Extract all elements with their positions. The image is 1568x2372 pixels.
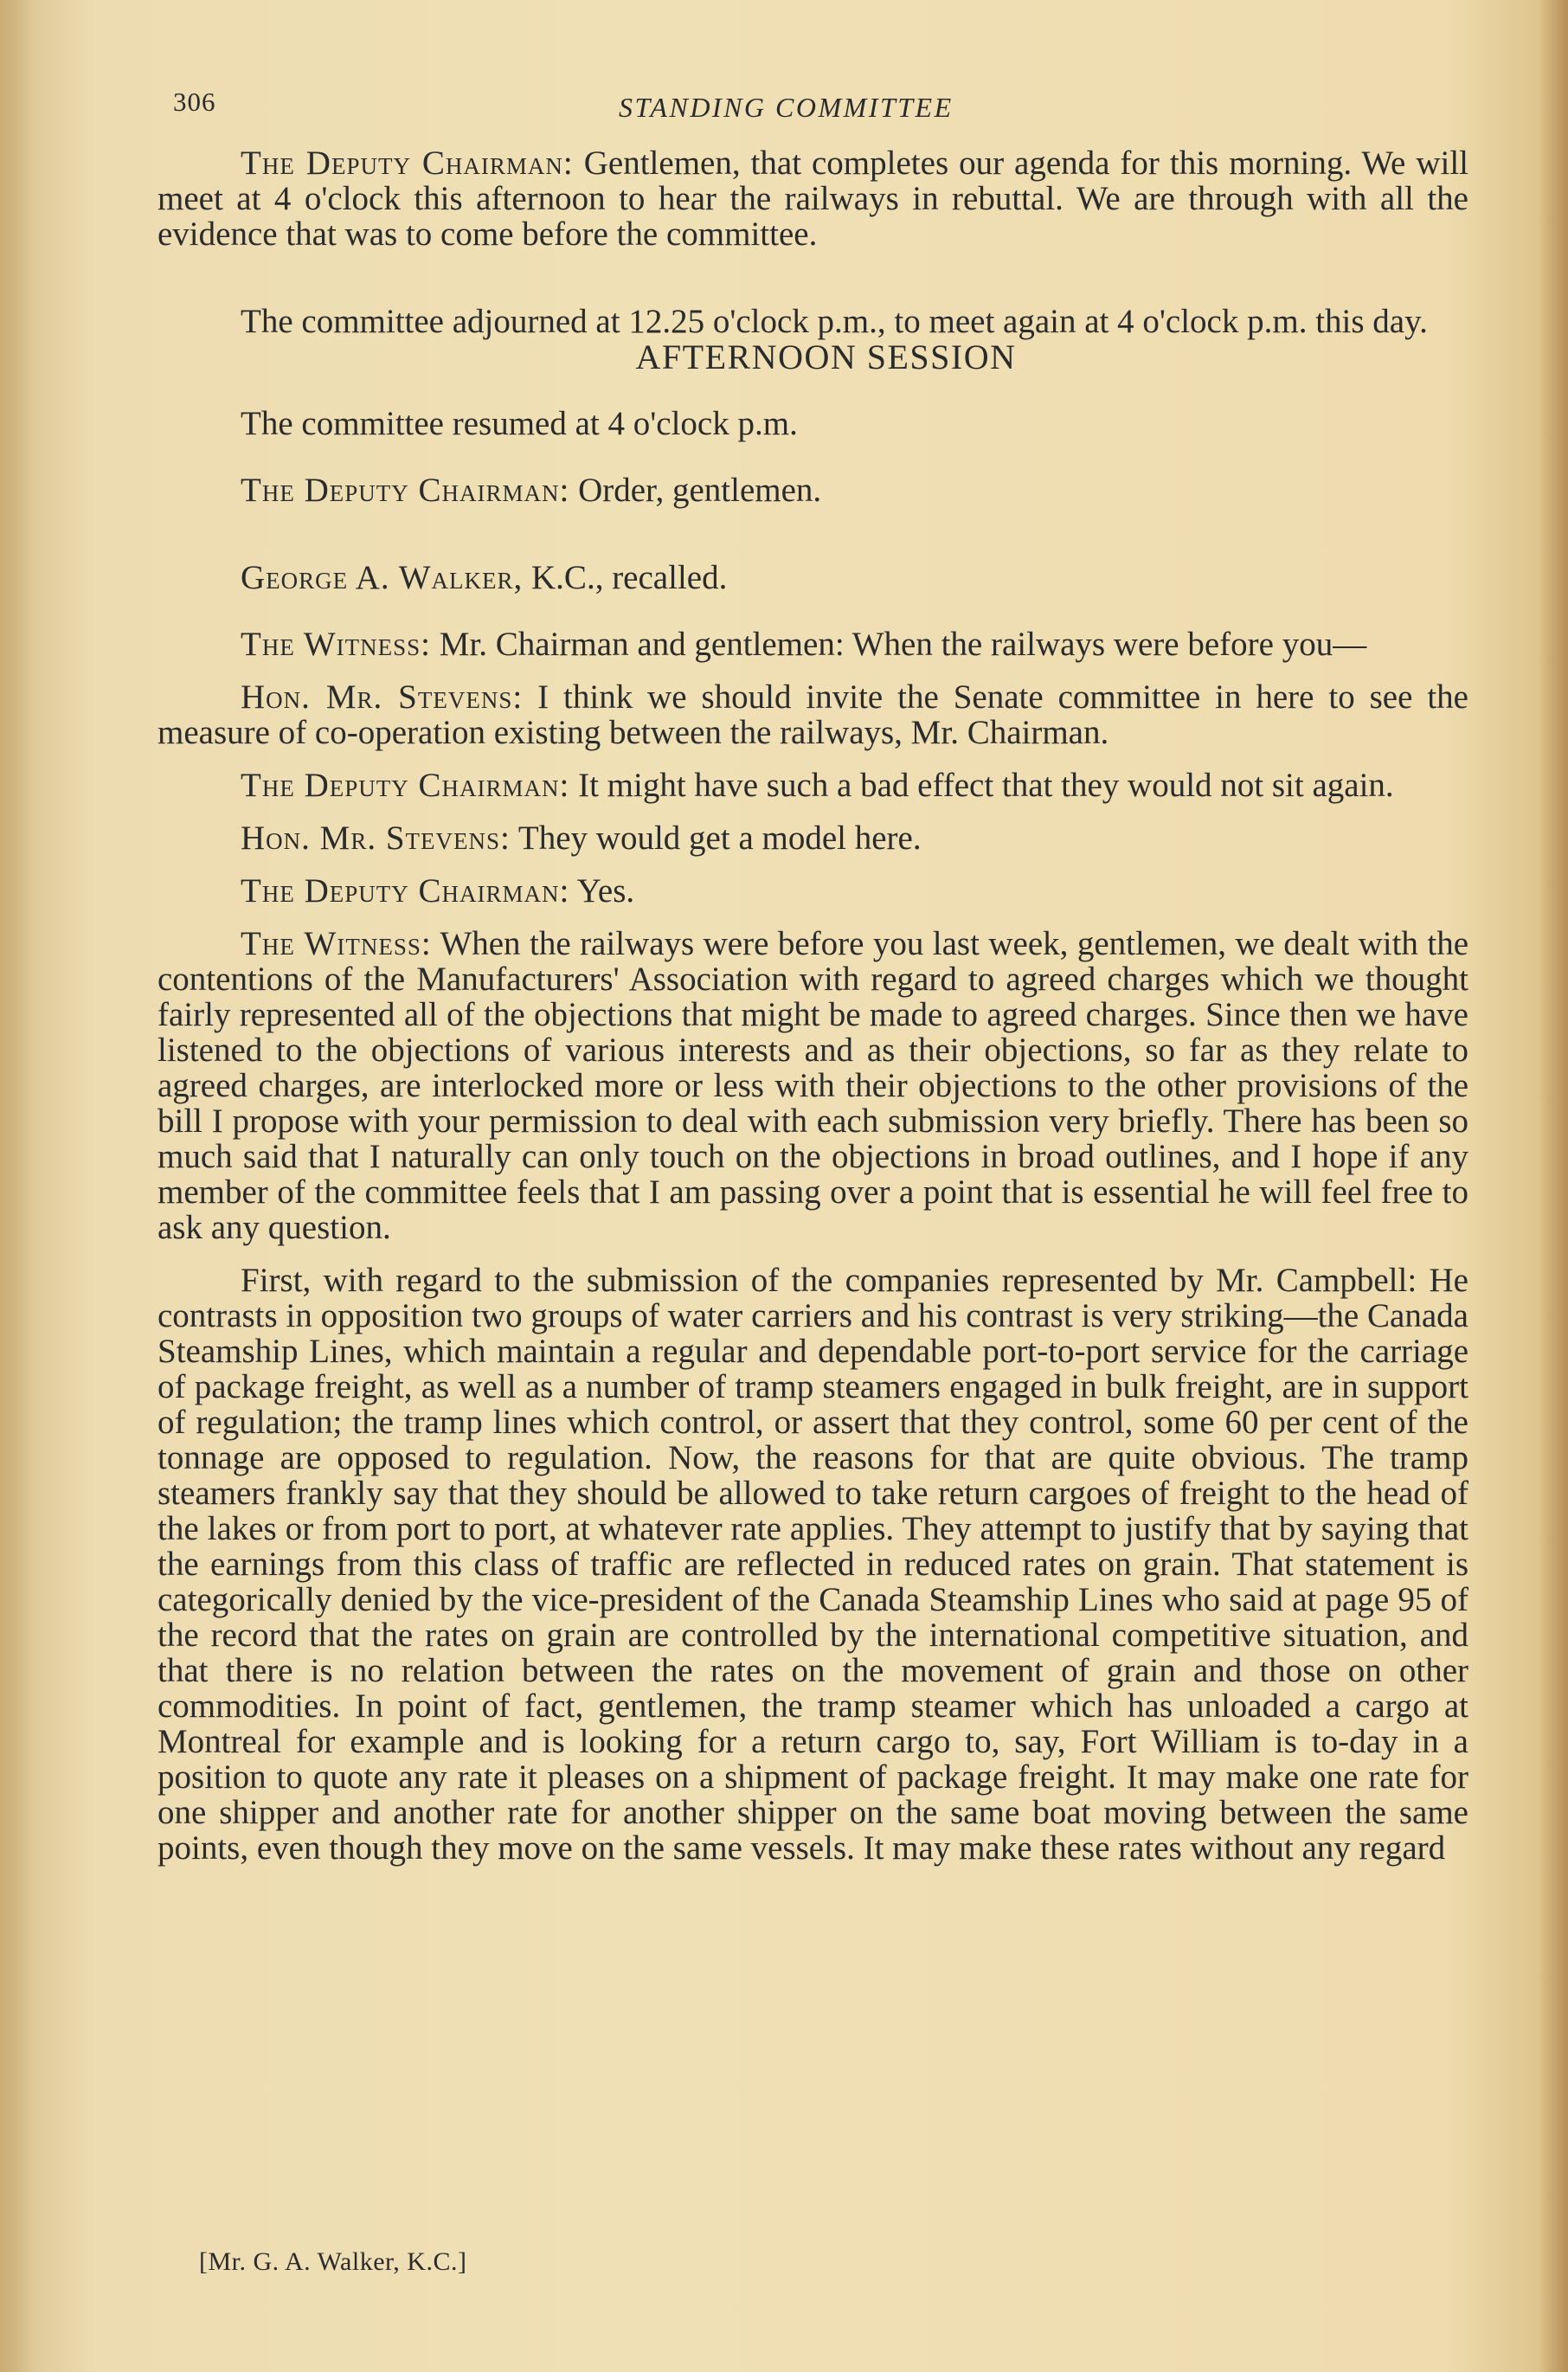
speaker-name: The Deputy Chairman: <box>241 767 570 804</box>
page-body <box>157 145 1468 1866</box>
paragraph <box>157 627 1468 662</box>
paragraph <box>157 472 1468 508</box>
speaker-name: The Deputy Chairman: <box>241 472 570 509</box>
paragraph <box>157 768 1468 803</box>
speaker-name: The Witness: <box>241 626 432 663</box>
paragraph <box>157 873 1468 909</box>
paragraph <box>157 145 1468 252</box>
paragraph-text: Gentlemen, that completes our agenda for this morning. We will meet at 4 o'clock this afternoon to hear the railways in rebuttal. We are through with all the evidence that was to come before the committee. <box>157 145 1468 253</box>
paragraph <box>157 1263 1468 1866</box>
paragraph <box>157 820 1468 856</box>
speaker-name: Hon. Mr. Stevens: <box>241 820 511 857</box>
paragraph <box>157 926 1468 1245</box>
paragraph-text: First, with regard to the submission of the companies represented by Mr. Campbell: He contrasts in opposition two groups of water carriers and his contrast is very striking—the Canada Steamship Lines, which maintain a regular and dependable port-to-port service for the carriage of package freight, as well as a number of tramp steamers engaged in bulk freight, are in support of regulation; the tramp lines which control, or assert that they control, some 60 per cent of the tonnage are opposed to regulation. Now, the reasons for that are quite obvious. The tramp steamers frankly say that they should be allowed to take return cargoes of freight to the head of the lakes or from port to port, at whatever rate applies. They attempt to justify that by saying that the earnings from this class of traffic are reflected in reduced rates on grain. That statement is categorically denied by the vice-president of the Canada Steamship Lines who said at page 95 of the record that the rates on grain are controlled by the international competitive situation, and that there is no relation between the rates on the movement of grain and those on other commodities. In point of fact, gentlemen, the tramp steamer which has unloaded a cargo at Montreal for example and is looking for a return cargo to, say, Fort William is to-day in a position to quote any rate it pleases on a shipment of package freight. It may make one rate for one shipper and another rate for another shipper on the same boat moving between the same points, even though they move on the same vessels. It may make these rates without any regard <box>157 1262 1468 1867</box>
paragraph-text: The committee adjourned at 12.25 o'clock p.m., to meet again at 4 o'clock p.m. this day. <box>241 303 1428 340</box>
speaker-name: The Deputy Chairman: <box>241 145 574 182</box>
paragraph-text: When the railways were before you last week, gentlemen, we dealt with the contentions of the Manufacturers' Association with regard to agreed charges which we thought fairly represented all of the objections that might be made to agreed charges. Since then we have listened to the objections of various interests and as their objections, so far as they relate to agreed charges, are interlocked more or less with their objections to the other provisions of the bill I propose with your permission to deal with each submission very briefly. There has been so much said that I naturally can only touch on the objections in broad outlines, and I hope if any member of the committee feels that I am passing over a point that is essential he will feel free to ask any question. <box>157 925 1468 1246</box>
speaker-name: Hon. Mr. Stevens: <box>241 678 524 716</box>
paragraph-text: They would get a model here. <box>517 820 922 857</box>
paragraph <box>157 560 1468 595</box>
speaker-name: The Witness: <box>241 925 432 962</box>
speaker-name: The Deputy Chairman: <box>241 872 570 910</box>
page-number: 306 <box>173 87 216 117</box>
paragraph-text: I think we should invite the Senate committee in here to see the measure of co-operation existing between the railways, Mr. Chairman. <box>157 678 1468 751</box>
paragraph <box>157 406 1468 441</box>
paragraph-text: Mr. Chairman and gentlemen: When the railways were before you— <box>439 626 1367 663</box>
paragraph-text: It might have such a bad effect that they would not sit again. <box>578 767 1394 804</box>
witness-reference: [Mr. G. A. Walker, K.C.] <box>199 2247 467 2276</box>
page-header <box>173 87 1471 138</box>
witness-name: George A. Walker, <box>241 559 524 596</box>
paragraph-text: The committee resumed at 4 o'clock p.m. <box>241 405 798 442</box>
running-head: STANDING COMMITTEE <box>619 92 954 123</box>
section-title: AFTERNOON SESSION <box>635 337 1017 376</box>
paragraph-text: K.C., recalled. <box>531 559 728 596</box>
paragraph-text: Yes. <box>576 872 635 910</box>
paragraph <box>157 679 1468 750</box>
paragraph-text: Order, gentlemen. <box>578 472 822 509</box>
paragraph <box>157 304 1468 339</box>
